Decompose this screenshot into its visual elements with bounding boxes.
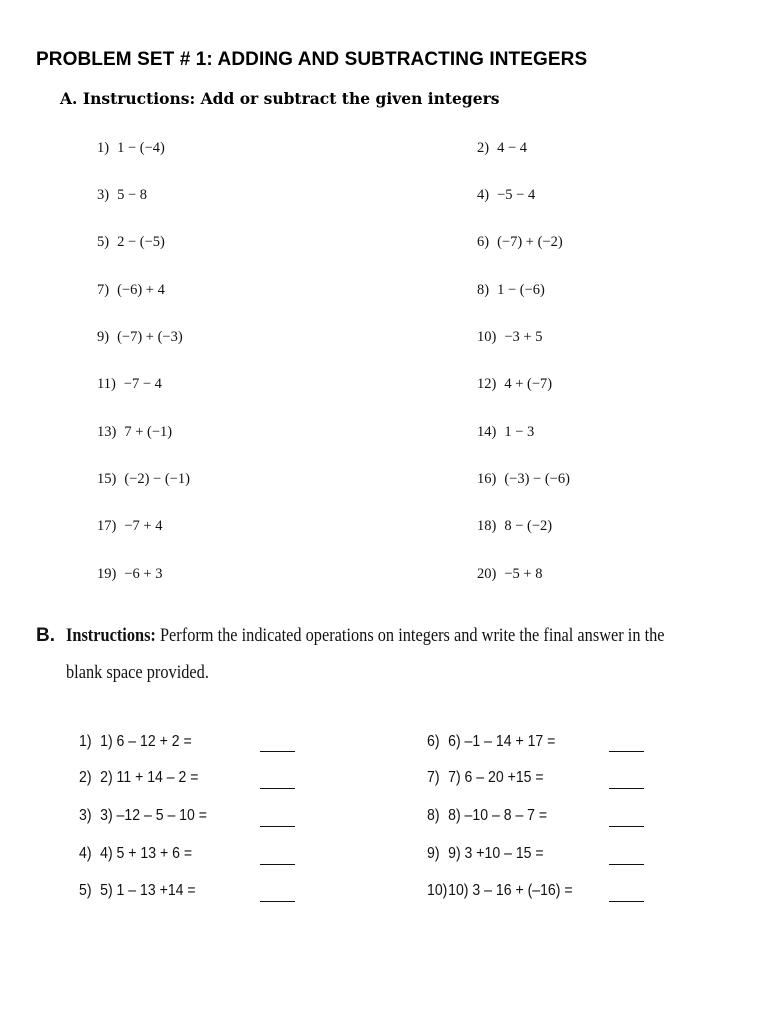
problem-number: 20) bbox=[477, 566, 497, 582]
section-a-problem-9 bbox=[97, 329, 183, 346]
problem-number: 1) bbox=[97, 140, 110, 156]
problem-index: 6) bbox=[427, 733, 440, 750]
section-a-problem-20 bbox=[477, 566, 542, 583]
problem-expression: 1 − 3 bbox=[504, 424, 535, 440]
problem-expression: 4 − 4 bbox=[497, 140, 528, 156]
section-b-problem-4 bbox=[79, 845, 192, 863]
section-a-problem-7 bbox=[97, 282, 165, 299]
problem-index: 7) bbox=[427, 769, 440, 786]
instructions-label: Instructions: bbox=[66, 625, 156, 646]
section-b-problem-7 bbox=[427, 769, 544, 787]
problem-expression: 1) 6 – 12 + 2 = bbox=[100, 733, 192, 750]
section-b-instructions-line-2: blank space provided. bbox=[66, 662, 209, 683]
section-b-problem-2 bbox=[79, 769, 199, 787]
answer-blank-8[interactable] bbox=[609, 826, 644, 827]
problem-number: 7) bbox=[97, 282, 110, 298]
answer-blank-4[interactable] bbox=[260, 864, 295, 865]
problem-expression: 3) –12 – 5 – 10 = bbox=[100, 807, 207, 824]
problem-number: 12) bbox=[477, 376, 497, 392]
section-b-problem-3 bbox=[79, 807, 207, 825]
section-a-heading: A. Instructions: Add or subtract the given integers bbox=[60, 89, 500, 108]
problem-number: 10) bbox=[477, 329, 497, 345]
section-b-instructions-line-1 bbox=[66, 617, 665, 654]
problem-expression: 4) 5 + 13 + 6 = bbox=[100, 845, 193, 862]
answer-blank-6[interactable] bbox=[609, 751, 644, 752]
problem-number: 9) bbox=[97, 329, 110, 345]
problem-expression: −6 + 3 bbox=[124, 566, 163, 582]
problem-expression: 7 + (−1) bbox=[124, 424, 173, 440]
problem-expression: −5 − 4 bbox=[497, 187, 536, 203]
problem-expression: (−6) + 4 bbox=[117, 282, 165, 298]
section-a-problem-14 bbox=[477, 424, 534, 441]
section-a-problem-8 bbox=[477, 282, 545, 299]
problem-number: 17) bbox=[97, 518, 117, 534]
problem-expression: 6) –1 – 14 + 17 = bbox=[448, 733, 556, 750]
problem-expression: 10) 3 – 16 + (–16) = bbox=[448, 882, 573, 899]
problem-number: 14) bbox=[477, 424, 497, 440]
problem-expression: (−7) + (−2) bbox=[497, 234, 563, 250]
section-a-problem-4 bbox=[477, 187, 535, 204]
answer-blank-9[interactable] bbox=[609, 864, 644, 865]
answer-blank-10[interactable] bbox=[609, 901, 644, 902]
problem-expression: (−2) − (−1) bbox=[124, 471, 190, 487]
section-b-letter: B. bbox=[36, 625, 55, 646]
section-a-problem-16 bbox=[477, 471, 570, 488]
problem-expression: −7 − 4 bbox=[123, 376, 162, 392]
problem-number: 4) bbox=[477, 187, 490, 203]
page-title: PROBLEM SET # 1: ADDING AND SUBTRACTING INTEGERS bbox=[36, 49, 588, 70]
section-b-problem-6 bbox=[427, 733, 555, 751]
problem-expression: −5 + 8 bbox=[504, 566, 543, 582]
problem-expression: 1 − (−4) bbox=[117, 140, 165, 156]
problem-expression: (−7) + (−3) bbox=[117, 329, 183, 345]
section-a-problem-15 bbox=[97, 471, 190, 488]
problem-expression: 7) 6 – 20 +15 = bbox=[448, 769, 544, 786]
problem-expression: −7 + 4 bbox=[124, 518, 163, 534]
section-a-problem-19 bbox=[97, 566, 162, 583]
instructions-text: Perform the indicated operations on integers and write the final answer in the bbox=[155, 625, 665, 646]
problem-index: 3) bbox=[79, 807, 92, 824]
answer-blank-2[interactable] bbox=[260, 788, 295, 789]
section-a-problem-10 bbox=[477, 329, 542, 346]
problem-index: 4) bbox=[79, 845, 92, 862]
problem-index: 1) bbox=[79, 733, 92, 750]
section-a-problem-1 bbox=[97, 140, 165, 157]
answer-blank-5[interactable] bbox=[260, 901, 295, 902]
problem-number: 8) bbox=[477, 282, 490, 298]
problem-number: 19) bbox=[97, 566, 117, 582]
section-a-problem-18 bbox=[477, 518, 552, 535]
section-a-problem-11 bbox=[97, 376, 162, 393]
problem-number: 5) bbox=[97, 234, 110, 250]
problem-number: 16) bbox=[477, 471, 497, 487]
answer-blank-3[interactable] bbox=[260, 826, 295, 827]
problem-expression: 2 − (−5) bbox=[117, 234, 165, 250]
problem-number: 15) bbox=[97, 471, 117, 487]
section-b-problem-5 bbox=[79, 882, 196, 900]
section-a-problem-17 bbox=[97, 518, 162, 535]
problem-expression: 4 + (−7) bbox=[504, 376, 553, 392]
problem-expression: 5 − 8 bbox=[117, 187, 148, 203]
section-a-problem-3 bbox=[97, 187, 147, 204]
problem-number: 13) bbox=[97, 424, 117, 440]
problem-expression: 2) 11 + 14 – 2 = bbox=[100, 769, 199, 786]
problem-expression: 8 − (−2) bbox=[504, 518, 553, 534]
section-b-problem-1 bbox=[79, 733, 192, 751]
problem-number: 2) bbox=[477, 140, 490, 156]
section-b-problem-8 bbox=[427, 807, 547, 825]
problem-expression: 8) –10 – 8 – 7 = bbox=[448, 807, 548, 824]
section-b-problem-9 bbox=[427, 845, 544, 863]
problem-number: 6) bbox=[477, 234, 490, 250]
problem-number: 18) bbox=[477, 518, 497, 534]
problem-number: 3) bbox=[97, 187, 110, 203]
answer-blank-7[interactable] bbox=[609, 788, 644, 789]
problem-expression: (−3) − (−6) bbox=[504, 471, 570, 487]
problem-expression: 9) 3 +10 – 15 = bbox=[448, 845, 544, 862]
section-b-problem-10 bbox=[427, 882, 573, 900]
problem-index: 8) bbox=[427, 807, 440, 824]
section-a-problem-6 bbox=[477, 234, 563, 251]
section-a-problem-2 bbox=[477, 140, 527, 157]
problem-index: 9) bbox=[427, 845, 440, 862]
problem-number: 11) bbox=[97, 376, 116, 392]
section-a-problem-12 bbox=[477, 376, 552, 393]
problem-expression: 5) 1 – 13 +14 = bbox=[100, 882, 196, 899]
section-a-problem-5 bbox=[97, 234, 165, 251]
problem-index: 5) bbox=[79, 882, 92, 899]
answer-blank-1[interactable] bbox=[260, 751, 295, 752]
problem-index: 10) bbox=[427, 882, 448, 899]
problem-index: 2) bbox=[79, 769, 92, 786]
problem-expression: 1 − (−6) bbox=[497, 282, 545, 298]
problem-expression: −3 + 5 bbox=[504, 329, 543, 345]
section-a-problem-13 bbox=[97, 424, 172, 441]
